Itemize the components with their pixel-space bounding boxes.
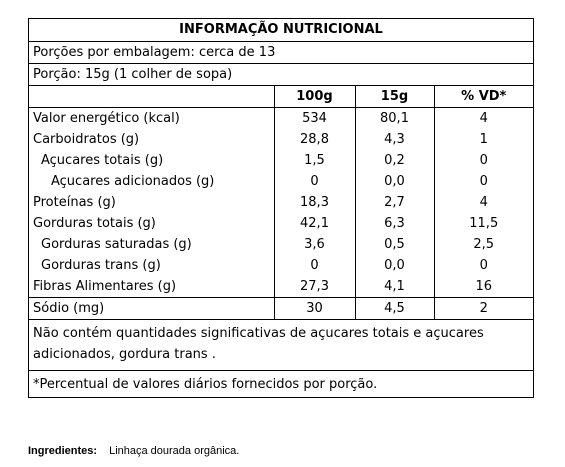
value-vd: 4 [434, 108, 533, 130]
table-row [29, 276, 533, 298]
value-15g: 0,0 [355, 171, 434, 192]
value-100g: 27,3 [274, 276, 355, 298]
nutrient-name: Sódio (mg) [29, 298, 274, 320]
value-15g: 4,3 [355, 129, 434, 150]
value-15g: 0,2 [355, 150, 434, 171]
value-100g: 0 [274, 255, 355, 276]
value-vd: 0 [434, 255, 533, 276]
value-100g: 0 [274, 171, 355, 192]
nutrient-name: Carboidratos (g) [33, 132, 140, 147]
value-vd: 16 [434, 276, 533, 298]
table-row [29, 213, 533, 234]
table-row [29, 150, 533, 171]
value-15g: 4,5 [355, 298, 434, 320]
value-15g: 6,3 [355, 213, 434, 234]
nutrient-name: Fibras Alimentares (g) [29, 276, 274, 298]
label-title: INFORMAÇÃO NUTRICIONAL [29, 19, 533, 42]
table-row [29, 298, 533, 320]
value-vd: 11,5 [434, 213, 533, 234]
table-header-row [29, 86, 533, 108]
value-vd: 2 [434, 298, 533, 320]
nutrient-name: Gorduras trans (g) [41, 258, 161, 273]
header-percent-dv: % VD* [434, 86, 533, 108]
value-vd: 1 [434, 129, 533, 150]
value-15g: 2,7 [355, 192, 434, 213]
daily-value-note: *Percentual de valores diários fornecidos por porção. [33, 377, 378, 392]
nutrient-name: Açucares totais (g) [41, 153, 164, 168]
nutrient-name: Açucares adicionados (g) [51, 174, 215, 189]
value-100g: 42,1 [274, 213, 355, 234]
ingredients-text: Linhaça dourada orgânica. [109, 445, 240, 457]
nutrition-facts-label [28, 18, 534, 398]
header-per-15g: 15g [355, 86, 434, 108]
value-100g: 18,3 [274, 192, 355, 213]
nutrient-name: Gorduras saturadas (g) [41, 237, 192, 252]
serving-size: Porção: 15g (1 colher de sopa) [29, 64, 533, 86]
value-15g: 4,1 [355, 276, 434, 298]
value-100g: 28,8 [274, 129, 355, 150]
value-15g: 80,1 [355, 108, 434, 130]
value-100g: 1,5 [274, 150, 355, 171]
value-15g: 0,5 [355, 234, 434, 255]
table-row [29, 234, 533, 255]
table-row [29, 192, 533, 213]
nutrient-name: Proteínas (g) [33, 195, 116, 210]
value-vd: 4 [434, 192, 533, 213]
table-row [29, 129, 533, 150]
header-blank [29, 86, 274, 108]
nutrient-table [29, 86, 533, 320]
table-row [29, 171, 533, 192]
nutrient-name: Gorduras totais (g) [33, 216, 156, 231]
value-100g: 30 [274, 298, 355, 320]
table-row [29, 255, 533, 276]
table-row [29, 108, 533, 130]
value-vd: 2,5 [434, 234, 533, 255]
value-vd: 0 [434, 150, 533, 171]
servings-per-package: Porções por embalagem: cerca de 13 [29, 42, 533, 64]
ingredients-line [28, 445, 239, 457]
value-vd: 0 [434, 171, 533, 192]
ingredients-label: Ingredientes: [28, 445, 98, 457]
value-100g: 534 [274, 108, 355, 130]
quantities-note: Não contém quantidades significativas de açucares totais e açucares adicionados, gordura trans . [29, 320, 533, 371]
nutrient-name: Valor energético (kcal) [33, 111, 180, 126]
value-100g: 3,6 [274, 234, 355, 255]
header-per-100g: 100g [274, 86, 355, 108]
value-15g: 0,0 [355, 255, 434, 276]
